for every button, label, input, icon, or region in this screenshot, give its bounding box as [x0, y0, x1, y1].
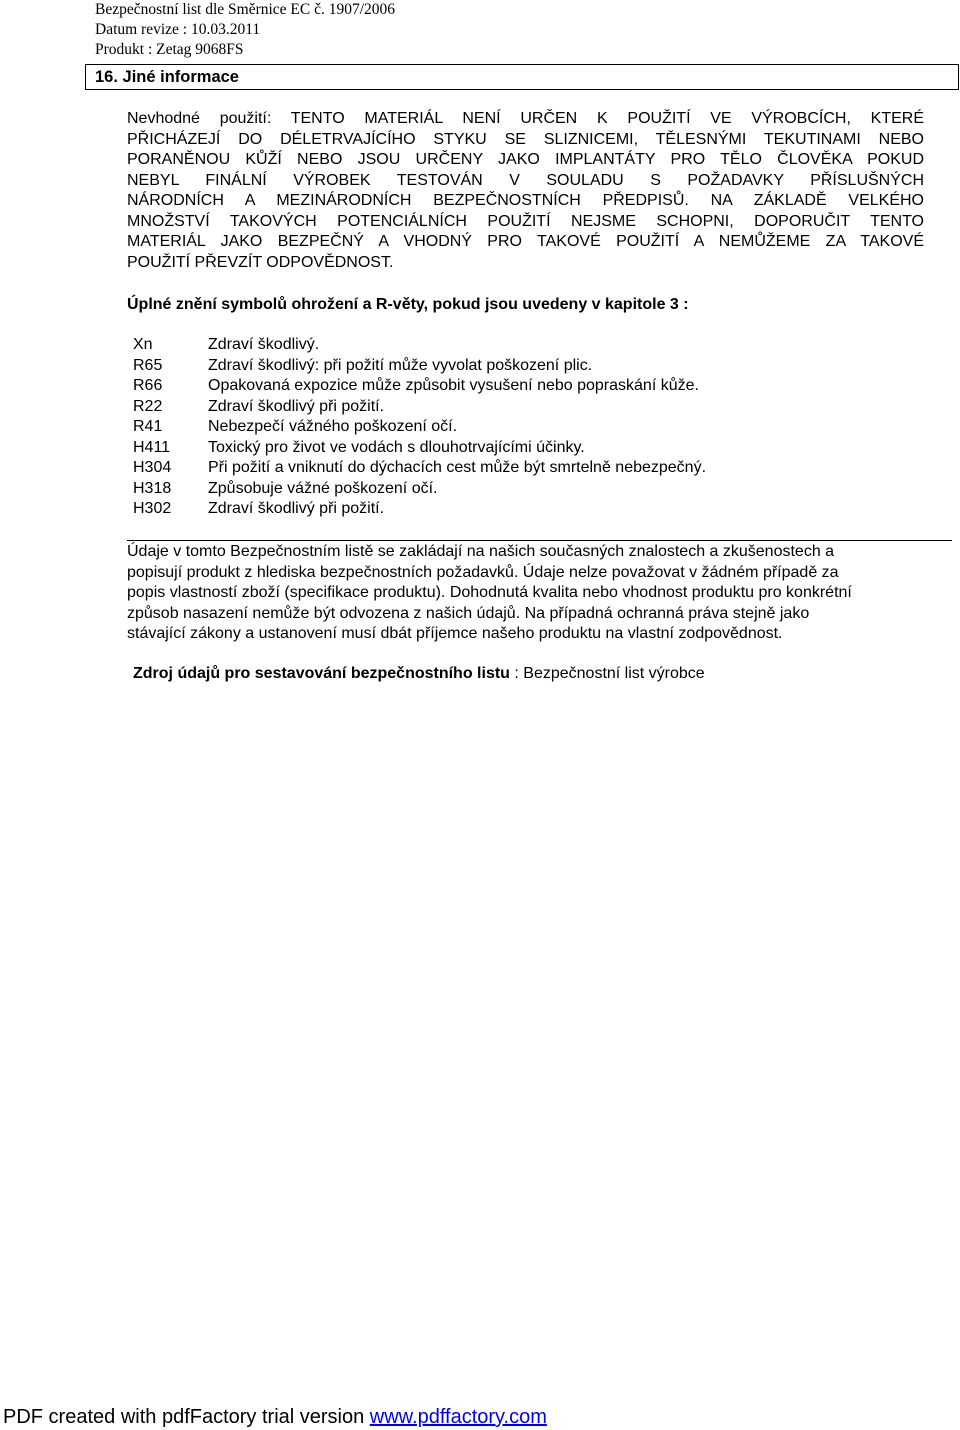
- section-title: 16. Jiné informace: [95, 68, 239, 86]
- symbol-code: R41: [133, 418, 163, 435]
- symbol-text: Nebezpečí vážného poškození očí.: [208, 418, 458, 435]
- symbol-row: [133, 479, 706, 500]
- symbol-text: Zdraví škodlivý při požití.: [208, 500, 385, 517]
- disclaimer-line: stávající zákony a ustanovení musí dbát příjemce našeho produktu na vlastní zodpovědnost.: [127, 625, 783, 642]
- symbol-text: Zdraví škodlivý při požití.: [208, 397, 385, 415]
- symbol-row: [133, 335, 706, 356]
- symbols-heading: Úplné znění symbolů ohrožení a R-věty, pokud jsou uvedeny v kapitole 3 :: [127, 296, 689, 313]
- divider-rule: [127, 540, 952, 541]
- misuse-line: PŘICHÁZEJÍ DO DÉLETRVAJÍCÍHO STYKU SE SLIZNICEMI, TĚLESNÝMI TEKUTINAMI NEBO: [127, 130, 924, 148]
- document-header: [95, 0, 395, 60]
- symbol-row: [133, 499, 706, 520]
- symbol-row: [133, 356, 706, 377]
- symbol-row: [133, 458, 706, 479]
- data-source-label: Zdroj údajů pro sestavování bezpečnostního listu: [133, 665, 510, 682]
- misuse-line: Nevhodné použití: TENTO MATERIÁL NENÍ URČEN K POUŽITÍ VE VÝROBCÍCH, KTERÉ: [127, 110, 924, 127]
- symbol-text: Při požití a vniknutí do dýchacích cest může být smrtelně nebezpečný.: [208, 459, 707, 476]
- misuse-line: POUŽITÍ PŘEVZÍT ODPOVĚDNOST.: [127, 253, 394, 271]
- symbol-row: [133, 376, 706, 397]
- symbol-text: Zdraví škodlivý: při požití může vyvolat poškození plic.: [208, 356, 593, 374]
- disclaimer-line: popis vlastností zboží (specifikace produktu). Dohodnutá kvalita nebo vhodnost produktu pro konkrétní: [127, 584, 852, 601]
- misuse-line: MNOŽSTVÍ TAKOVÝCH POTENCIÁLNÍCH POUŽITÍ NEJSME SCHOPNI, DOPORUČIT TENTO: [127, 212, 924, 230]
- footer-text: PDF created with pdfFactory trial version: [3, 1406, 370, 1428]
- pdffactory-link[interactable]: www.pdffactory.com: [369, 1406, 547, 1428]
- symbol-code: R66: [133, 377, 163, 394]
- header-regulation: Bezpečnostní list dle Směrnice EC č. 1907/2006: [95, 1, 396, 18]
- disclaimer-line: popisují produkt z hlediska bezpečnostních požadavků. Údaje nelze považovat v žádném případě za: [127, 563, 839, 581]
- symbol-row: [133, 417, 706, 438]
- data-source-line: [133, 663, 705, 685]
- symbol-text: Opakovaná expozice může způsobit vysušení nebo popraskání kůže.: [208, 377, 699, 394]
- symbol-code: H411: [133, 438, 171, 456]
- symbol-code: H318: [133, 479, 172, 497]
- pdf-footer: [3, 1404, 547, 1430]
- misuse-line: NÁRODNÍCH A MEZINÁRODNÍCH BEZPEČNOSTNÍCH PŘEDPISŮ. NA ZÁKLADĚ VELKÉHO: [127, 192, 924, 209]
- symbols-list: [133, 335, 706, 520]
- symbol-row: [133, 397, 706, 418]
- disclaimer-line: způsob nasazení nemůže být odvozena z našich údajů. Na případná ochranná práva stejně jako: [127, 604, 810, 622]
- symbol-row: [133, 438, 706, 459]
- misuse-paragraph: [127, 109, 924, 273]
- header-revision-date: Datum revize : 10.03.2011: [95, 21, 261, 38]
- symbol-code: Xn: [133, 336, 153, 353]
- symbol-text: Způsobuje vážné poškození očí.: [208, 479, 438, 497]
- symbol-code: R22: [133, 397, 163, 415]
- symbol-code: H302: [133, 500, 172, 517]
- data-source-separator: :: [509, 665, 524, 682]
- symbol-text: Zdraví škodlivý.: [208, 336, 320, 353]
- disclaimer-paragraph: [127, 542, 952, 645]
- header-product: Produkt : Zetag 9068FS: [95, 41, 244, 58]
- misuse-line: NEBYL FINÁLNÍ VÝROBEK TESTOVÁN V SOULADU S POŽADAVKY PŘÍSLUŠNÝCH: [127, 171, 924, 189]
- symbol-text: Toxický pro život ve vodách s dlouhotrvajícími účinky.: [208, 438, 585, 456]
- data-source-value: Bezpečnostní list výrobce: [523, 665, 705, 682]
- misuse-line: PORANĚNOU KŮŽÍ NEBO JSOU URČENY JAKO IMPLANTÁTY PRO TĚLO ČLOVĚKA POKUD: [127, 151, 924, 168]
- symbol-code: R65: [133, 356, 163, 374]
- disclaimer-line: Údaje v tomto Bezpečnostním listě se zakládají na našich současných znalostech a zkušenostech a: [127, 543, 835, 560]
- symbol-code: H304: [133, 459, 172, 476]
- misuse-line: MATERIÁL JAKO BEZPEČNÝ A VHODNÝ PRO TAKOVÉ POUŽITÍ A NEMŮŽEME ZA TAKOVÉ: [127, 233, 924, 250]
